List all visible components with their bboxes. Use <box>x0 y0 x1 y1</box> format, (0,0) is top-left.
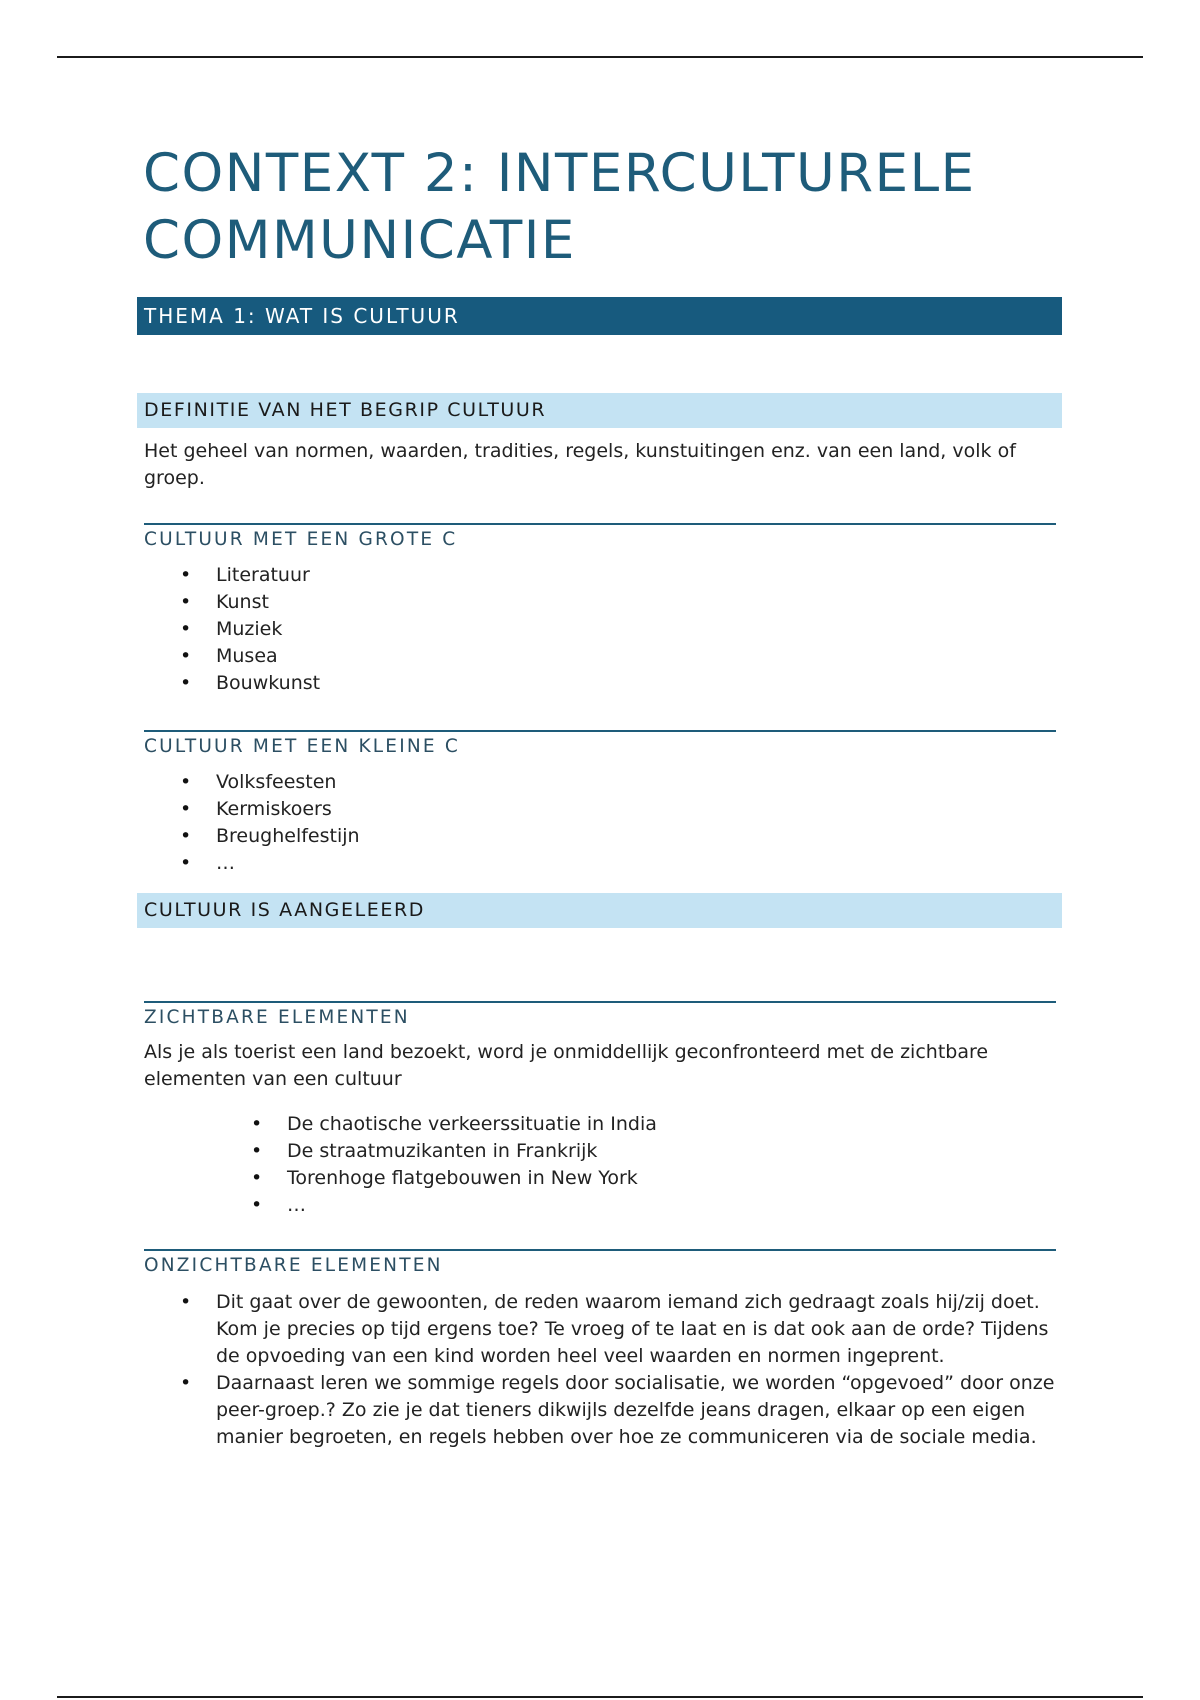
definitie-text: Het geheel van normen, waarden, tradities, regels, kunstuitingen enz. van een land, volk of groep. <box>144 440 1016 489</box>
list-item: • Dit gaat over de gewoonten, de reden waarom iemand zich gedraagt zoals hij/zij doet. Kom je precies op tijd ergens toe? Te vroeg of te laat en is dat ook aan de orde? Tijdens de opvoeding van een kind worden heel veel waarden en normen ingeprent. <box>216 1289 1056 1370</box>
aangeleerd-heading: CULTUUR IS AANGELEERD <box>137 893 1062 928</box>
list-item: • Volksfeesten <box>216 769 1062 796</box>
page-top-rule <box>57 56 1143 58</box>
list-item: • Bouwkunst <box>216 670 1062 697</box>
definitie-heading: DEFINITIE VAN HET BEGRIP CULTUUR <box>137 393 1062 428</box>
title-line-1: CONTEXT 2: INTERCULTURELE <box>143 143 976 204</box>
onzichtbare-list <box>216 1289 1056 1451</box>
title-line-2: COMMUNICATIE <box>143 210 576 271</box>
kleine-c-list <box>216 769 1062 877</box>
kleine-c-heading: CULTUUR MET EEN KLEINE C <box>144 730 1056 759</box>
list-item: • … <box>287 1192 1062 1219</box>
thema-heading: THEMA 1: WAT IS CULTUUR <box>137 297 1062 335</box>
list-item: • Muziek <box>216 616 1062 643</box>
zichtbare-list <box>287 1111 1062 1219</box>
list-item: • Torenhoge flatgebouwen in New York <box>287 1165 1062 1192</box>
grote-c-list <box>216 562 1062 697</box>
list-item: • De chaotische verkeerssituatie in India <box>287 1111 1062 1138</box>
grote-c-heading: CULTUUR MET EEN GROTE C <box>144 523 1056 552</box>
zichtbare-text: Als je als toerist een land bezoekt, word je onmiddellijk geconfronteerd met de zichtbare elementen van een cultuur <box>144 1041 989 1090</box>
document-body <box>137 140 1062 1451</box>
list-item: • Kermiskoers <box>216 796 1062 823</box>
list-item: • Daarnaast leren we sommige regels door socialisatie, we worden “opgevoed” door onze peer-groep.? Zo zie je dat tieners dikwijls dezelfde jeans dragen, elkaar op een eigen manier begroeten, en regels hebben over hoe ze communiceren via de sociale media. <box>216 1370 1056 1451</box>
zichtbare-heading: ZICHTBARE ELEMENTEN <box>144 1001 1056 1030</box>
list-item: • Breughelfestijn <box>216 823 1062 850</box>
list-item: • Musea <box>216 643 1062 670</box>
list-item: • Literatuur <box>216 562 1062 589</box>
page-bottom-rule <box>57 1696 1143 1698</box>
list-item: • … <box>216 850 1062 877</box>
list-item: • Kunst <box>216 589 1062 616</box>
onzichtbare-heading: ONZICHTBARE ELEMENTEN <box>144 1249 1056 1278</box>
document-title <box>137 140 1062 274</box>
list-item: • De straatmuzikanten in Frankrijk <box>287 1138 1062 1165</box>
